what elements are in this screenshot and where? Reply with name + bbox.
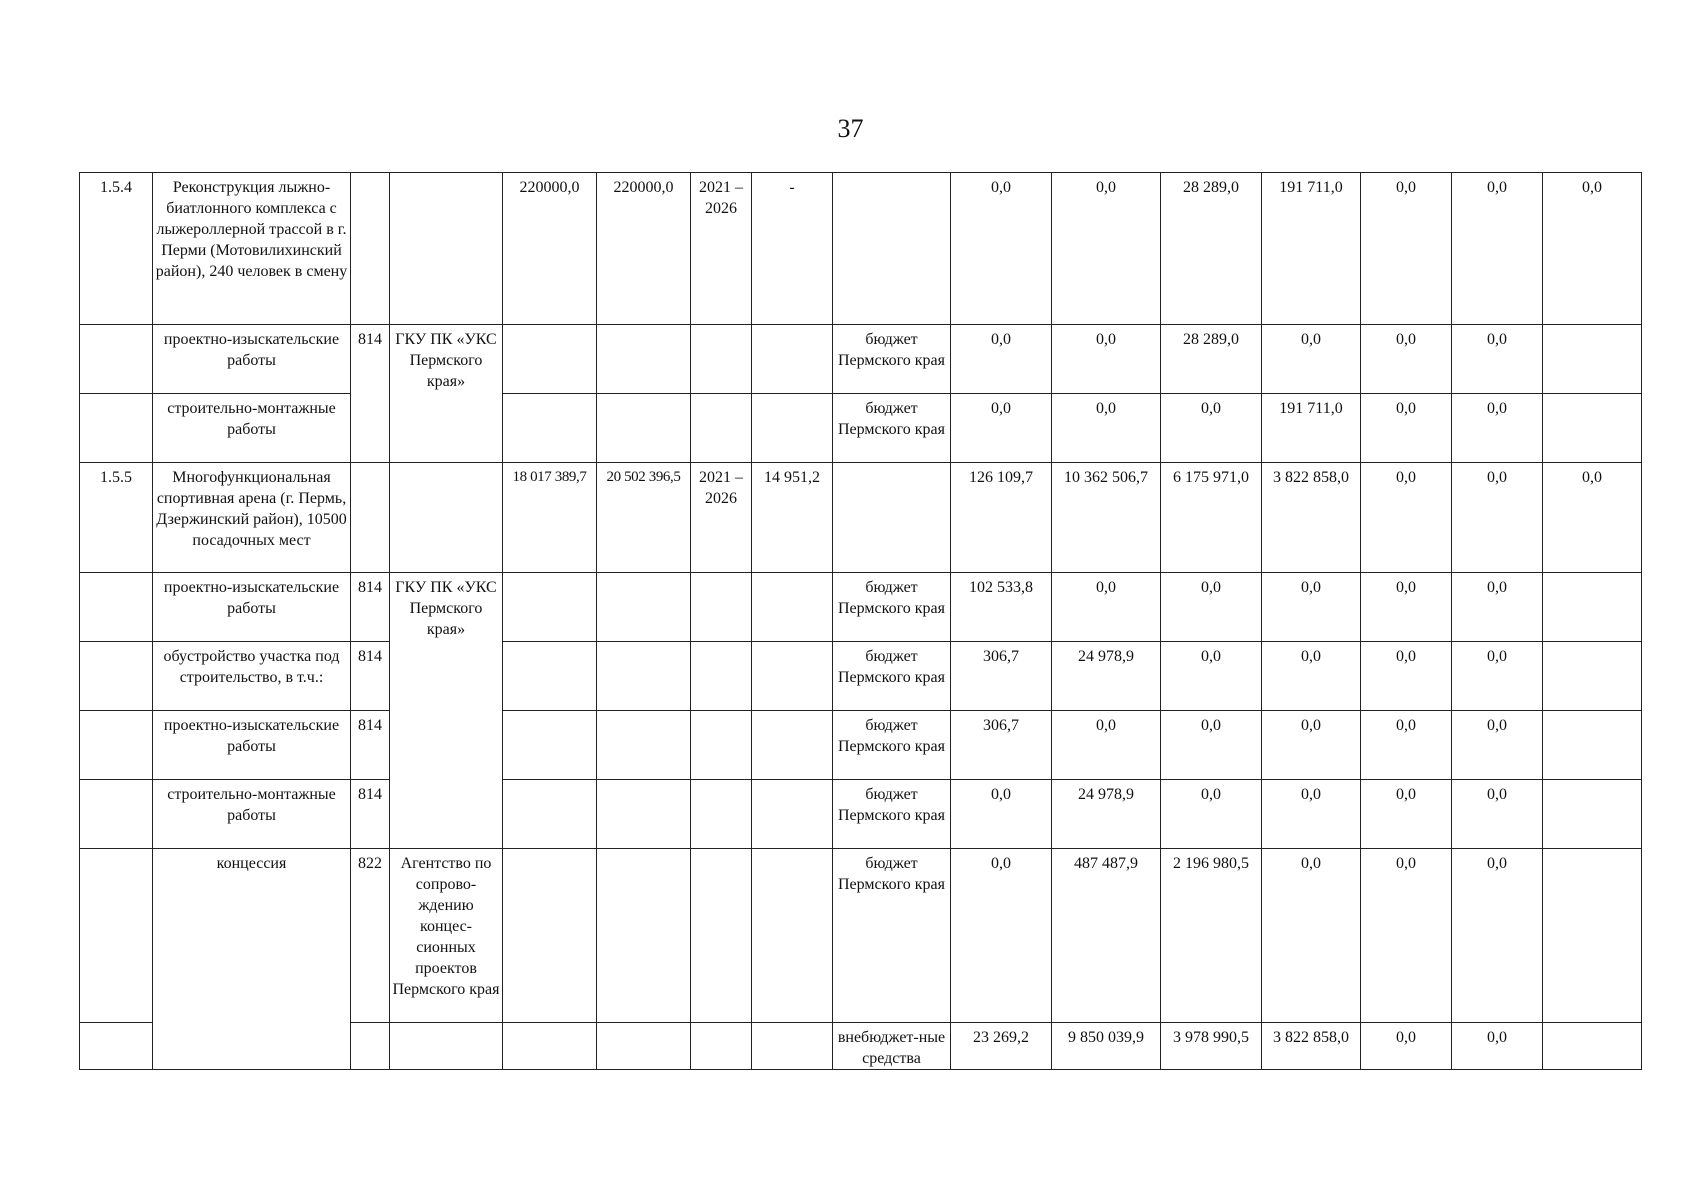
prev-funding: - [752, 173, 833, 325]
value-cell: 0,0 [1361, 642, 1452, 711]
cost-estimate [503, 325, 597, 394]
cost-estimate: 220000,0 [503, 173, 597, 325]
period-cell [691, 780, 752, 849]
value-cell [1543, 1023, 1642, 1070]
table-row [80, 173, 1642, 325]
value-cell: 9 850 039,9 [1052, 1023, 1161, 1070]
value-cell [1543, 394, 1642, 463]
table-row [80, 573, 1642, 642]
code-cell [351, 1023, 390, 1070]
table-row [80, 780, 1642, 849]
value-cell: 191 711,0 [1262, 394, 1361, 463]
value-cell: 0,0 [1361, 780, 1452, 849]
source-cell: внебюджет-ные средства [833, 1023, 951, 1070]
value-cell: 0,0 [1361, 849, 1452, 1023]
prev-funding [752, 780, 833, 849]
source-cell [833, 463, 951, 573]
table-row [80, 642, 1642, 711]
row-number [80, 325, 153, 394]
value-cell [1543, 711, 1642, 780]
value-cell: 0,0 [1361, 394, 1452, 463]
period-cell: 2021 – 2026 [691, 463, 752, 573]
source-cell: бюджет Пермского края [833, 849, 951, 1023]
table-row [80, 463, 1642, 573]
page-number: 37 [837, 114, 864, 143]
cost-estimate: 18 017 389,7 [503, 463, 597, 573]
source-cell: бюджет Пермского края [833, 642, 951, 711]
value-cell: 0,0 [1452, 394, 1543, 463]
value-cell: 6 175 971,0 [1161, 463, 1262, 573]
row-number [80, 1023, 153, 1070]
cost-total [597, 849, 691, 1023]
value-cell: 0,0 [1452, 780, 1543, 849]
item-name: проектно-изыскательские работы [153, 325, 351, 394]
row-number [80, 780, 153, 849]
table-row [80, 325, 1642, 394]
row-number [80, 711, 153, 780]
cost-total [597, 711, 691, 780]
value-cell [1543, 849, 1642, 1023]
source-cell: бюджет Пермского края [833, 394, 951, 463]
value-cell [1543, 573, 1642, 642]
value-cell: 0,0 [1161, 394, 1262, 463]
row-number [80, 573, 153, 642]
prev-funding: 14 951,2 [752, 463, 833, 573]
table-row [80, 711, 1642, 780]
value-cell: 487 487,9 [1052, 849, 1161, 1023]
cost-estimate [503, 1023, 597, 1070]
executor-cell [390, 1023, 503, 1070]
period-cell [691, 394, 752, 463]
item-name: строительно-монтажные работы [153, 394, 351, 463]
source-cell [833, 173, 951, 325]
value-cell: 3 822 858,0 [1262, 463, 1361, 573]
prev-funding [752, 394, 833, 463]
value-cell: 0,0 [1543, 173, 1642, 325]
value-cell: 191 711,0 [1262, 173, 1361, 325]
value-cell: 0,0 [1161, 780, 1262, 849]
value-cell: 0,0 [1262, 849, 1361, 1023]
cost-total [597, 573, 691, 642]
source-cell: бюджет Пермского края [833, 780, 951, 849]
value-cell: 0,0 [1052, 325, 1161, 394]
value-cell: 3 978 990,5 [1161, 1023, 1262, 1070]
cost-estimate [503, 642, 597, 711]
value-cell: 0,0 [1361, 711, 1452, 780]
value-cell: 0,0 [1262, 573, 1361, 642]
period-cell [691, 711, 752, 780]
cost-total [597, 780, 691, 849]
value-cell: 0,0 [1452, 1023, 1543, 1070]
value-cell: 0,0 [1262, 711, 1361, 780]
value-cell: 0,0 [951, 325, 1052, 394]
table-row [80, 849, 1642, 1023]
cost-total [597, 394, 691, 463]
period-cell [691, 325, 752, 394]
code-cell: 814 [351, 573, 390, 642]
value-cell: 0,0 [951, 780, 1052, 849]
code-cell [351, 463, 390, 573]
value-cell: 102 533,8 [951, 573, 1052, 642]
value-cell [1543, 325, 1642, 394]
row-number [80, 394, 153, 463]
value-cell: 0,0 [1452, 711, 1543, 780]
prev-funding [752, 642, 833, 711]
source-cell: бюджет Пермского края [833, 711, 951, 780]
item-name: проектно-изыскательские работы [153, 573, 351, 642]
value-cell [1543, 780, 1642, 849]
value-cell: 0,0 [1452, 173, 1543, 325]
cost-total [597, 642, 691, 711]
cost-estimate [503, 394, 597, 463]
value-cell: 0,0 [1452, 463, 1543, 573]
value-cell: 0,0 [1361, 173, 1452, 325]
value-cell: 0,0 [1543, 463, 1642, 573]
value-cell: 306,7 [951, 642, 1052, 711]
budget-table [79, 172, 1642, 1070]
value-cell: 23 269,2 [951, 1023, 1052, 1070]
source-cell: бюджет Пермского края [833, 325, 951, 394]
row-number: 1.5.5 [80, 463, 153, 573]
prev-funding [752, 711, 833, 780]
executor-cell [390, 463, 503, 573]
source-cell: бюджет Пермского края [833, 573, 951, 642]
cost-total [597, 1023, 691, 1070]
cost-total: 20 502 396,5 [597, 463, 691, 573]
value-cell: 306,7 [951, 711, 1052, 780]
prev-funding [752, 849, 833, 1023]
value-cell: 0,0 [1452, 642, 1543, 711]
row-number [80, 849, 153, 1023]
row-number [80, 642, 153, 711]
code-cell: 814 [351, 780, 390, 849]
executor-cell: Агентство по сопрово-ждению концес-сионных проектов Пермского края [390, 849, 503, 1023]
cost-estimate [503, 780, 597, 849]
value-cell: 10 362 506,7 [1052, 463, 1161, 573]
row-number: 1.5.4 [80, 173, 153, 325]
value-cell: 0,0 [1161, 711, 1262, 780]
value-cell: 0,0 [1361, 325, 1452, 394]
executor-cell: ГКУ ПК «УКС Пермского края» [390, 325, 503, 463]
executor-cell [390, 173, 503, 325]
value-cell: 0,0 [1361, 573, 1452, 642]
item-name: Реконструкция лыжно-биатлонного комплекса с лыжероллерной трассой в г. Перми (Мотовилихинский район), 240 человек в смену [153, 173, 351, 325]
value-cell: 0,0 [1452, 325, 1543, 394]
item-name: проектно-изыскательские работы [153, 711, 351, 780]
period-cell [691, 573, 752, 642]
item-name: строительно-монтажные работы [153, 780, 351, 849]
value-cell: 24 978,9 [1052, 642, 1161, 711]
value-cell: 0,0 [951, 849, 1052, 1023]
value-cell: 126 109,7 [951, 463, 1052, 573]
code-cell: 814 [351, 711, 390, 780]
value-cell: 0,0 [1262, 642, 1361, 711]
value-cell: 0,0 [1052, 394, 1161, 463]
value-cell: 0,0 [1452, 849, 1543, 1023]
item-name: Многофункциональная спортивная арена (г. Пермь, Дзержинский район), 10500 посадочных мест [153, 463, 351, 573]
value-cell: 0,0 [1361, 463, 1452, 573]
cost-total [597, 325, 691, 394]
period-cell [691, 1023, 752, 1070]
cost-estimate [503, 573, 597, 642]
value-cell: 0,0 [1361, 1023, 1452, 1070]
code-cell: 822 [351, 849, 390, 1023]
value-cell: 0,0 [1161, 573, 1262, 642]
value-cell: 0,0 [1052, 173, 1161, 325]
value-cell: 28 289,0 [1161, 325, 1262, 394]
value-cell: 2 196 980,5 [1161, 849, 1262, 1023]
value-cell: 0,0 [1452, 573, 1543, 642]
cost-total: 220000,0 [597, 173, 691, 325]
period-cell [691, 849, 752, 1023]
value-cell: 3 822 858,0 [1262, 1023, 1361, 1070]
value-cell: 0,0 [1052, 711, 1161, 780]
period-cell: 2021 – 2026 [691, 173, 752, 325]
code-cell [351, 173, 390, 325]
period-cell [691, 642, 752, 711]
value-cell: 0,0 [1262, 780, 1361, 849]
item-name: обустройство участка под строительство, в т.ч.: [153, 642, 351, 711]
code-cell: 814 [351, 642, 390, 711]
value-cell: 0,0 [1161, 642, 1262, 711]
prev-funding [752, 325, 833, 394]
code-cell: 814 [351, 325, 390, 463]
value-cell: 0,0 [951, 173, 1052, 325]
executor-cell: ГКУ ПК «УКС Пермского края» [390, 573, 503, 849]
value-cell: 0,0 [1262, 325, 1361, 394]
table-row [80, 394, 1642, 463]
value-cell [1543, 642, 1642, 711]
value-cell: 28 289,0 [1161, 173, 1262, 325]
value-cell: 24 978,9 [1052, 780, 1161, 849]
item-name: концессия [153, 849, 351, 1070]
cost-estimate [503, 711, 597, 780]
value-cell: 0,0 [1052, 573, 1161, 642]
prev-funding [752, 1023, 833, 1070]
value-cell: 0,0 [951, 394, 1052, 463]
prev-funding [752, 573, 833, 642]
cost-estimate [503, 849, 597, 1023]
